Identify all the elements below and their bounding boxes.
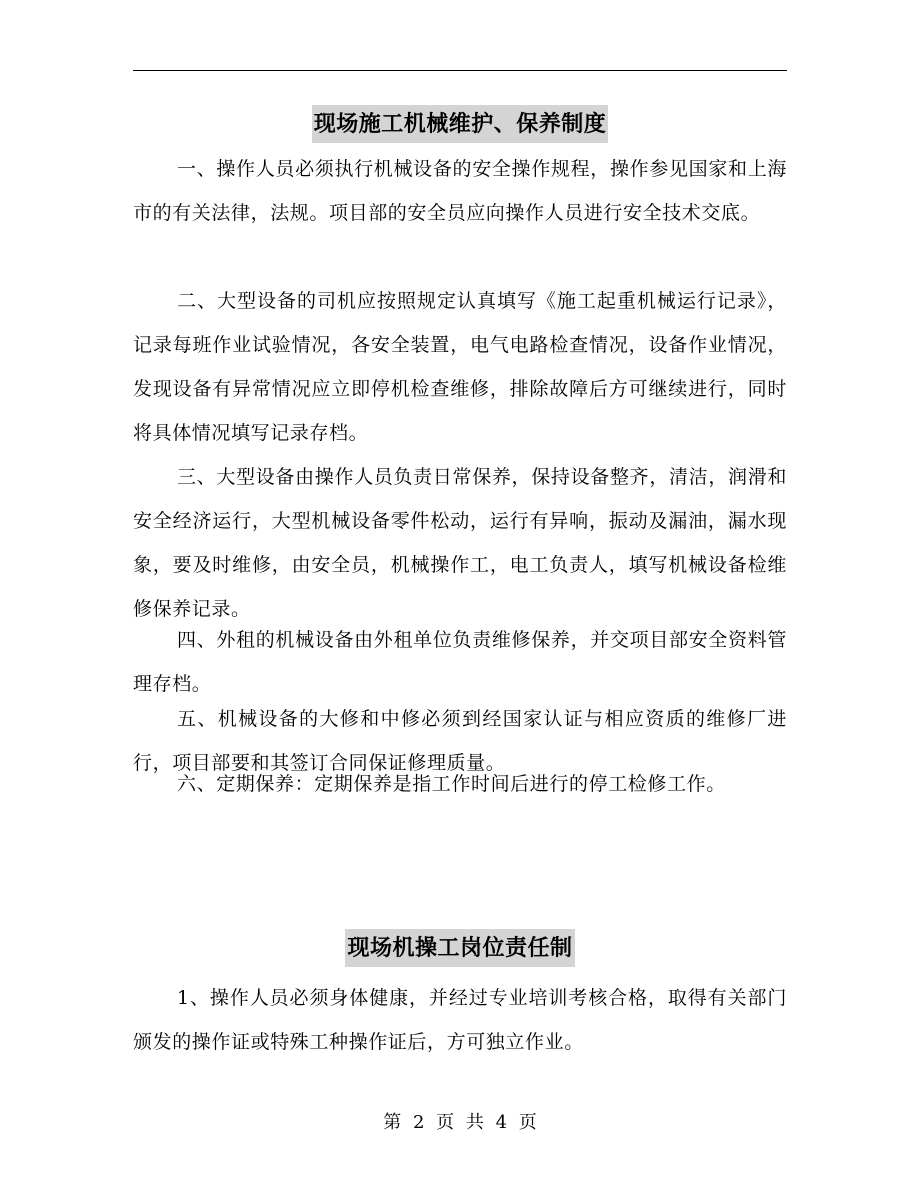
- header-rule: [133, 70, 787, 71]
- section1-paragraph-6: 六、定期保养：定期保养是指工作时间后进行的停工检修工作。: [177, 773, 726, 795]
- section1-heading-wrap: [133, 105, 787, 143]
- section1-paragraph-2: 二、大型设备的司机应按照规定认真填写《施工起重机械运行记录》，记录每班作业试验情况，各安全装置，电气电路检查情况，设备作业情况，发现设备有异常情况应立即停机检查维修，排除故障后方可继续进行，同时将具体情况填写记录存档。: [133, 290, 787, 444]
- section2-title: 现场机操工岗位责任制: [345, 929, 574, 967]
- section1-title: 现场施工机械维护、保养制度: [312, 105, 609, 143]
- section1-paragraph-4: 四、外租的机械设备由外租单位负责维修保养，并交项目部安全资料管理存档。: [133, 629, 787, 695]
- section1-paragraph-5: 五、机械设备的大修和中修必须到经国家认证与相应资质的维修厂进行，项目部要和其签订合同保证修理质量。: [133, 708, 787, 774]
- page-number: 第 2 页 共 4 页: [383, 1112, 537, 1133]
- section2-heading-wrap: [133, 929, 787, 967]
- section2-paragraph-1: 1、操作人员必须身体健康，并经过专业培训考核合格，取得有关部门颁发的操作证或特殊工种操作证后，方可独立作业。: [133, 987, 787, 1053]
- section1-paragraph-3: 三、大型设备由操作人员负责日常保养，保持设备整齐，清洁，润滑和安全经济运行，大型机械设备零件松动，运行有异响，振动及漏油，漏水现象，要及时维修，由安全员，机械操作工，电工负责人，填写机械设备检维修保养记录。: [133, 466, 787, 620]
- section1-paragraph-1: 一、操作人员必须执行机械设备的安全操作规程，操作参见国家和上海市的有关法律，法规。项目部的安全员应向操作人员进行安全技术交底。: [133, 158, 787, 224]
